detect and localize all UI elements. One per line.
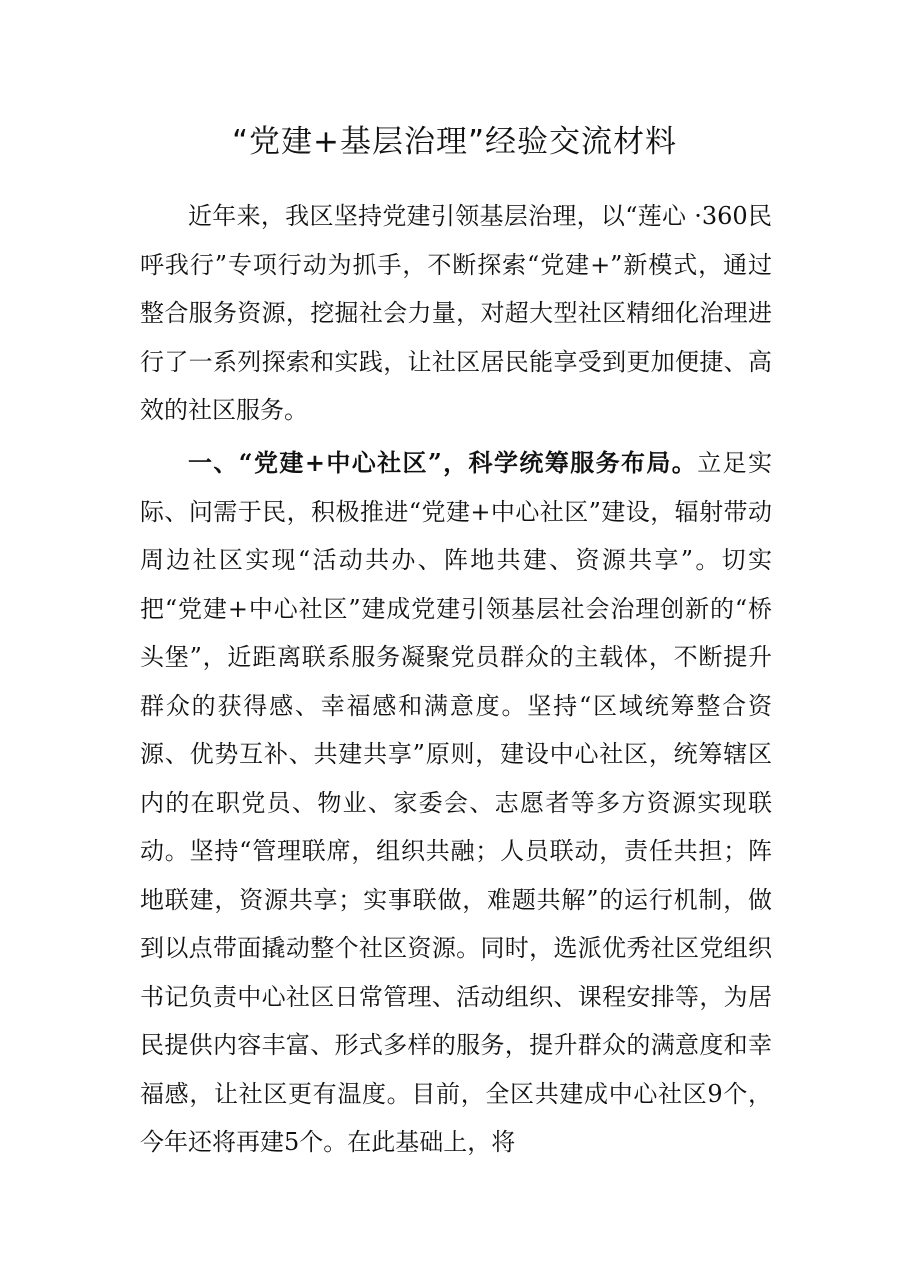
section-one-heading: 一、“党建+中心社区”，科学统筹服务布局。	[188, 448, 698, 477]
intro-paragraph: 近年来，我区坚持党建引领基层治理，以“莲心 ·360民呼我行”专项行动为抓手，不断探索“党建+”新模式，通过整合服务资源，挖掘社会力量，对超大型社区精细化治理进行了一系列探索和实践，让社区居民能享受到更加便捷、高效的社区服务。	[140, 202, 772, 424]
section-one-text: 立足实际、问需于民，积极推进“党建+中心社区”建设，辐射带动周边社区实现“活动共办、阵地共建、资源共享”。切实把“党建+中心社区”建成党建引领基层社会治理创新的“桥头堡”，近距离联系服务凝聚党员群众的主载体，不断提升群众的获得感、幸福感和满意度。坚持“区域统筹整合资源、优势互补、共建共享”原则，建设中心社区，统筹辖区内的在职党员、物业、家委会、志愿者等多方资源实现联动。坚持“管理联席，组织共融；人员联动，责任共担；阵地联建，资源共享；实事联做，难题共解”的运行机制，做到以点带面撬动整个社区资源。同时，选派优秀社区党组织书记负责中心社区日常管理、活动组织、课程安排等，为居民提供内容丰富、形式多样的服务，提升群众的满意度和幸福感，让社区更有温度。目前，全区共建成中心社区9个，今年还将再建5个。在此基础上，将	[140, 449, 773, 1156]
document-title: “党建+基层治理”经验交流材料	[231, 124, 678, 160]
section-one-paragraph	[140, 439, 772, 1167]
